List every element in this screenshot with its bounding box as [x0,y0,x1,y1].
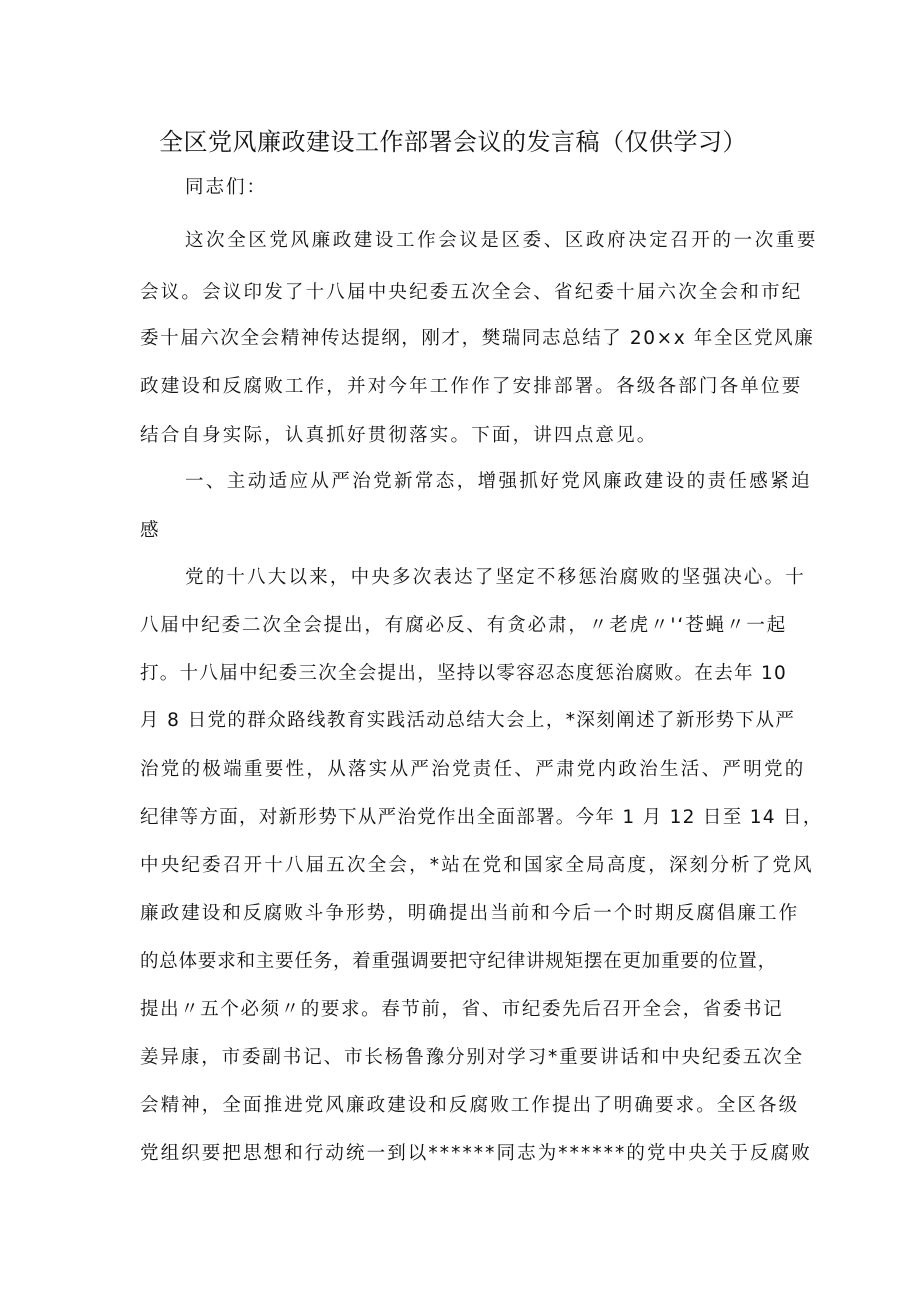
body-line: 结合自身实际，认真抓好贯彻落实。下面，讲四点意见。 [140,425,658,446]
section-heading-line: 感 [140,520,161,541]
body-line: 打。十八届中纪委三次全会提出，坚持以零容忍态度惩治腐败。在去年 10 [140,663,788,684]
body-line: 中央纪委召开十八届五次全会，*站在党和国家全局高度，深刻分析了党风 [140,855,814,876]
body-line: 委十届六次全会精神传达提纲，刚才，樊瑞同志总结了 20×x 年全区党风廉 [140,328,815,349]
body-line: 政建设和反腐败工作，并对今年工作作了安排部署。各级各部门各单位要 [140,376,803,397]
body-line: 提出〃五个必须〃的要求。春节前，省、市纪委先后召开全会，省委书记 [140,999,784,1020]
body-line: 廉政建设和反腐败斗争形势，明确提出当前和今后一个时期反腐倡廉工作 [140,903,800,924]
salutation: 同志们： [185,177,268,198]
body-line: 党的十八大以来，中央多次表达了坚定不移惩治腐败的坚强决心。十 [185,567,807,588]
body-line: 会议。会议印发了十八届中央纪委五次全会、省纪委十届六次全会和市纪 [140,282,803,303]
section-heading-line: 一、主动适应从严治党新常态，增强抓好党风廉政建设的责任感紧迫 [185,471,813,492]
body-line: 治党的极端重要性，从落实从严治党责任、严肃党内政治生活、严明党的 [140,759,806,780]
body-line: 会精神，全面推进党风廉政建设和反腐败工作提出了明确要求。全区各级 [140,1095,800,1116]
body-line: 月 8 日党的群众路线教育实践活动总结大会上，*深刻阐述了新形势下从严 [140,710,796,731]
body-line: 纪律等方面，对新形势下从严治党作出全面部署。今年 1 月 12 日至 14 日， [140,807,823,828]
body-line: 姜异康，市委副书记、市长杨鲁豫分别对学习*重要讲话和中央纪委五次全 [140,1047,804,1068]
document-title: 全区党风廉政建设工作部署会议的发言稿（仅供学习） [159,128,747,156]
body-line: 的总体要求和主要任务，着重强调要把守纪律讲规矩摆在更加重要的位置， [140,951,777,972]
body-line: 这次全区党风廉政建设工作会议是区委、区政府决定召开的一次重要 [185,230,819,251]
body-line: 党组织要把思想和行动统一到以******同志为******的党中央关于反腐败 [140,1143,812,1164]
body-line: 八届中纪委二次全会提出，有腐必反、有贪必肃，〃老虎〃'‘苍蝇〃一起 [140,615,788,636]
